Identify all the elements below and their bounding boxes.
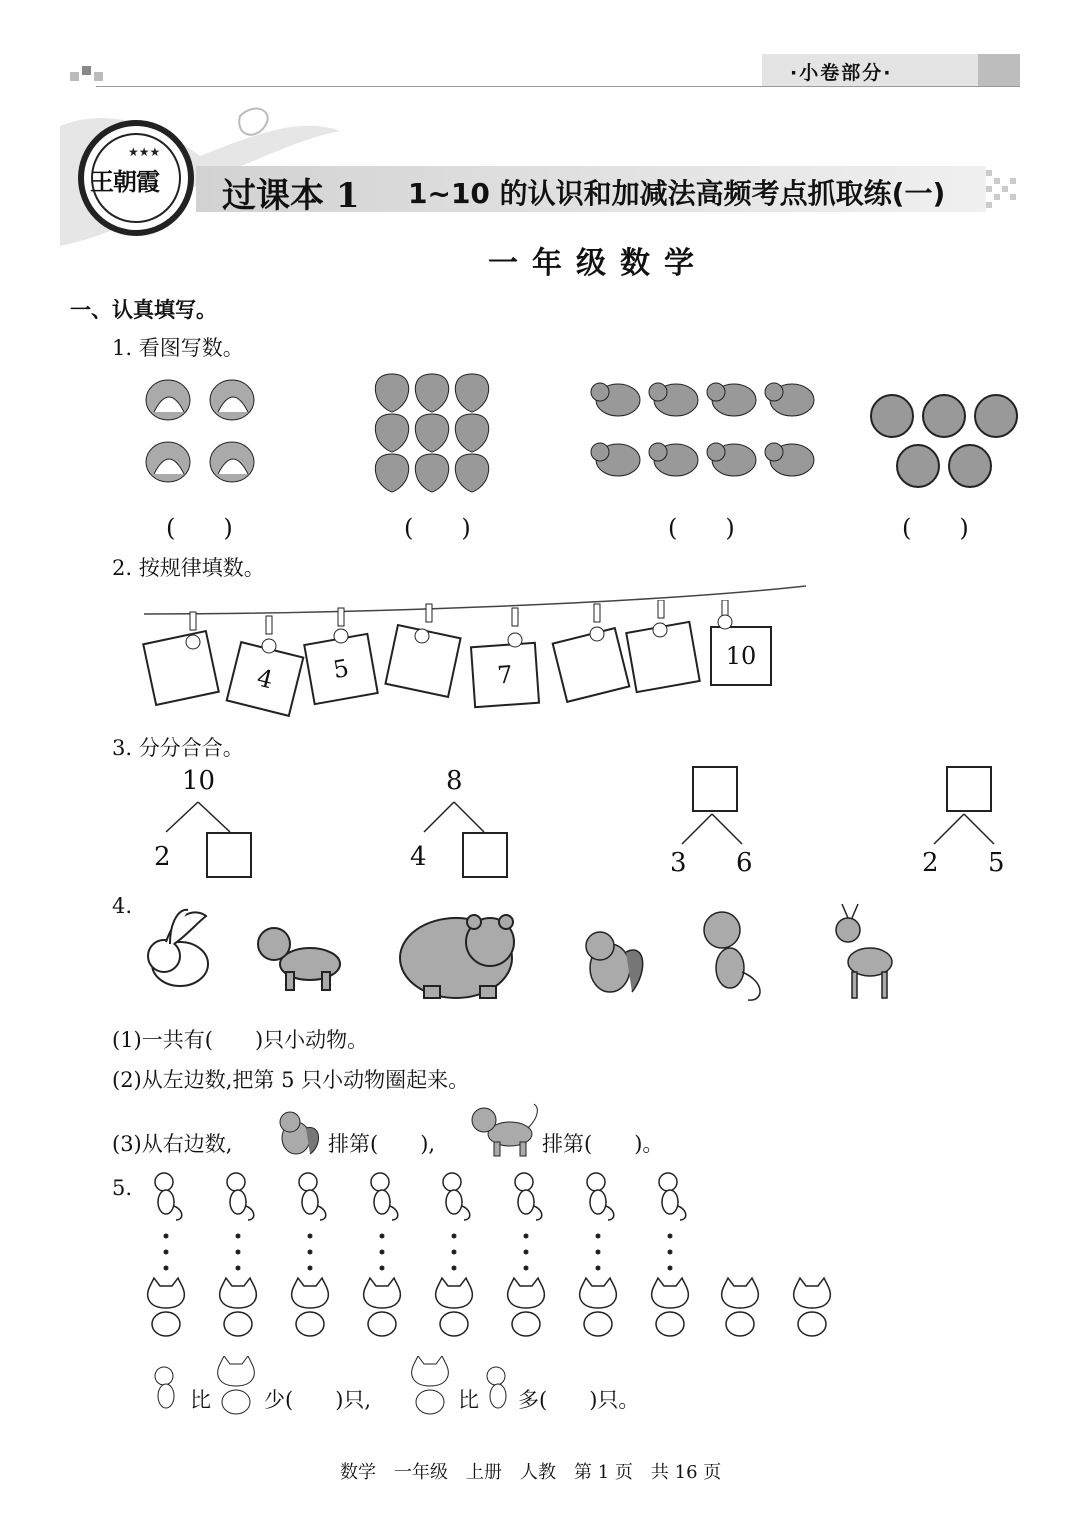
q4-sub-1: (1)一共有( )只小动物。 (112, 1028, 369, 1052)
q1-answer-blank[interactable]: ( ) (902, 514, 969, 542)
tree-answer-box[interactable] (206, 832, 252, 878)
q5-mice-cats (140, 1166, 860, 1346)
tree-answer-box[interactable] (462, 832, 508, 878)
mouse-icon (150, 1364, 186, 1414)
cat-icon (408, 1356, 456, 1416)
dog-icon (258, 928, 340, 990)
corner-mark (94, 72, 103, 81)
q1-answer-blank[interactable]: ( ) (166, 514, 233, 542)
brand-logo (78, 120, 194, 236)
page-title: 过课本 1 (222, 176, 360, 216)
mouse-icon (482, 1364, 518, 1414)
tree-left-number: 2 (154, 842, 171, 872)
q5-text-bi: 比 (190, 1388, 211, 1412)
title-bar-pattern (986, 166, 1026, 212)
squirrel-icon (270, 1104, 324, 1158)
sequence-card: 4 (225, 641, 304, 717)
header-strip-accent (978, 54, 1020, 86)
q4-sub-3-part2: 排第( )。 (542, 1132, 664, 1156)
q5-text-less: 少( )只, (264, 1388, 372, 1412)
tree-left-number: 2 (922, 848, 939, 878)
q5-text-more: 多( )只。 (518, 1388, 640, 1412)
q1-pictures (130, 368, 1030, 498)
corner-mark (70, 72, 79, 81)
dog-icon (468, 1100, 540, 1160)
cabbage-icon-group (146, 380, 254, 482)
q1-answer-blank[interactable]: ( ) (668, 514, 735, 542)
bear-icon (400, 915, 514, 998)
page-footer: 数学 一年级 上册 人教 第 1 页 共 16 页 (340, 1462, 722, 1483)
tree-left-number: 3 (670, 848, 687, 878)
sequence-card: 7 (470, 642, 540, 708)
mouse-icon-row (155, 1173, 686, 1220)
q4-animals (136, 902, 916, 1006)
matching-dots (164, 1234, 673, 1271)
deer-icon (836, 904, 892, 998)
squirrel-icon (586, 932, 643, 992)
question-5-label: 5. (112, 1176, 133, 1200)
q4-sub-3-lead: (3)从右边数, (112, 1132, 233, 1156)
tree-top-number: 10 (182, 766, 216, 796)
svg-text:★★★: ★★★ (128, 145, 161, 159)
section-heading: 一、认真填写。 (70, 298, 217, 322)
rabbit-icon (148, 910, 208, 986)
question-2-label: 2. 按规律填数。 (112, 556, 265, 580)
header-rule (96, 86, 1020, 87)
question-4-label: 4. (112, 894, 133, 918)
question-3-label: 3. 分分合合。 (112, 736, 244, 760)
tree-answer-box[interactable] (692, 766, 738, 812)
brand-logo-text: 王朝霞 (90, 167, 159, 196)
q5-text-bi-2: 比 (458, 1388, 479, 1412)
tree-right-number: 5 (988, 848, 1005, 878)
q4-sub-3-part1: 排第( ), (328, 1132, 436, 1156)
tree-left-number: 4 (410, 842, 427, 872)
header-tag: ·小卷部分· (790, 62, 893, 84)
q4-sub-2: (2)从左边数,把第 5 只小动物圈起来。 (112, 1068, 470, 1092)
tree-answer-box[interactable] (946, 766, 992, 812)
sequence-card: 5 (303, 633, 379, 706)
cat-icon (214, 1356, 262, 1416)
page-subtitle: 1~10 的认识和加减法高频考点抓取练(一) (408, 177, 946, 210)
question-1-label: 1. 看图写数。 (112, 336, 244, 360)
subject-title: 一年级数学 (488, 246, 708, 281)
monkey-icon (704, 912, 760, 1000)
tree-branches (418, 800, 498, 836)
tree-branches (928, 812, 1008, 848)
tree-right-number: 6 (736, 848, 753, 878)
clothespins (170, 600, 770, 660)
tree-branches (676, 812, 756, 848)
tree-branches (160, 800, 240, 836)
q1-answer-blank[interactable]: ( ) (404, 514, 471, 542)
sequence-card: 10 (710, 626, 772, 686)
corner-mark (82, 66, 91, 75)
tree-top-number: 8 (446, 766, 463, 796)
cat-icon-row (148, 1278, 831, 1336)
